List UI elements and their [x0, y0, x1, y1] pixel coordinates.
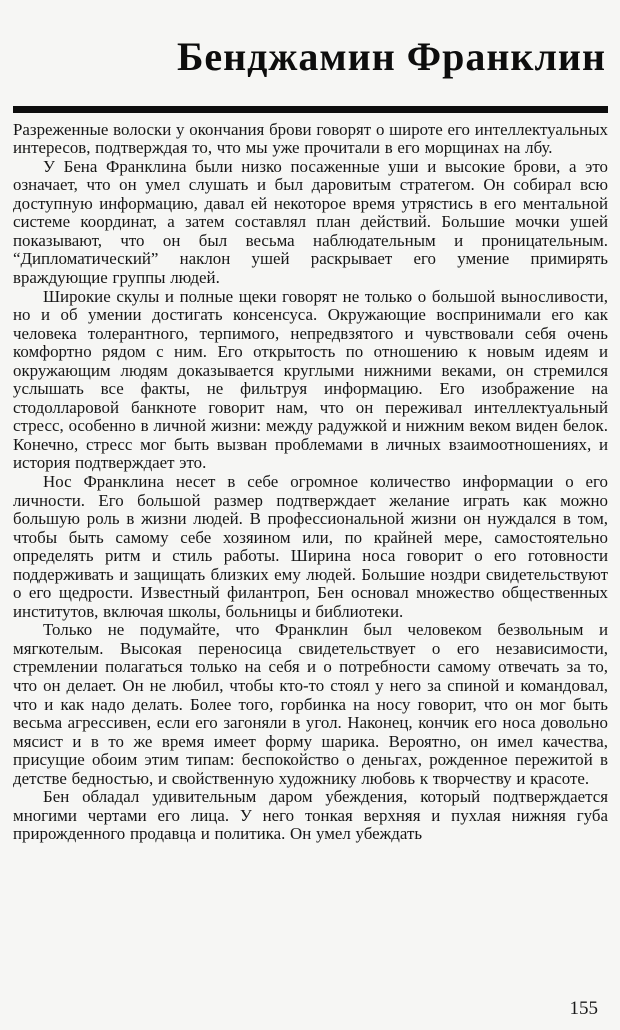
paragraph: Только не подумайте, что Франклин был человеком безвольным и мягкотелым. Высокая переносица свидетельствует о его независимости, стремлении полагаться только на себя и о потребности самому отвечать за то, что он делает. Он не любил, чтобы кто-то стоял у него за спиной и командовал, что и как надо делать. Более того, горбинка на носу говорит, что он мог быть весьма агрессивен, если его загоняли в угол. Наконец, кончик его носа довольно мясист и в то же время имеет форму шарика. Вероятно, он имел качества, присущие обоим этим типам: беспокойство о деньгах, рожденное пережитой в детстве бедностью, и свойственную художнику любовь к творчеству и красоте.	[13, 620, 608, 788]
paragraph: У Бена Франклина были низко посаженные уши и высокие брови, а это означает, что он умел слушать и был даровитым стратегом. Он собирал всю доступную информацию, давал ей некоторое время утрястись в его ментальной системе координат, а затем составлял план действий. Большие мочки ушей показывают, что он был весьма наблюдательным и проницательным. “Дипломатический” наклон ушей раскрывает его умение примирять враждующие группы людей.	[13, 156, 608, 287]
body-text	[13, 121, 608, 844]
page-number: 155	[569, 998, 598, 1019]
page-title: Бенджамин Франклин	[176, 33, 606, 79]
paragraph: Широкие скулы и полные щеки говорят не только о большой выносливости, но и об умении достигать консенсуса. Окружающие воспринимали его как человека толерантного, терпимого, непредвзятого и чувствовали себя очень комфортно рядом с ним. Его открытость по отношению к новым идеям и окружающим людям доказывается круглыми нижними веками, он стремился услышать все факты, не фильтруя информацию. Его изображение на стодолларовой банкноте говорит нам, что он переживал интеллектуальный стресс, особенно в личной жизни: между радужкой и нижним веком виден белок. Конечно, стресс мог быть вызван проблемами в личных взаимоотношениях, и история подтверждает это.	[13, 286, 608, 473]
paragraph: Нос Франклина несет в себе огромное количество информации о его личности. Его большой размер подтверждает желание играть как можно большую роль в жизни людей. В профессиональной жизни он нуждался в том, чтобы быть самому себе хозяином или, по крайней мере, самостоятельно определять ритм и стиль работы. Ширина носа говорит о его готовности поддерживать и защищать близких ему людей. Большие ноздри свидетельствуют о его щедрости. Известный филантроп, Бен основал множество общественных институтов, включая школы, больницы и библиотеки.	[13, 471, 608, 621]
title-divider-rule	[13, 106, 608, 113]
paragraph: Разреженные волоски у окончания брови говорят о широте его интеллектуальных интересов, подтверждая то, что мы уже прочитали в его морщинах на лбу.	[13, 119, 608, 158]
paragraph: Бен обладал удивительным даром убеждения, который подтверждается многими чертами его лица. У него тонкая верхняя и пухлая нижняя губа прирожденного продавца и политика. Он умел убеждать	[13, 787, 608, 844]
